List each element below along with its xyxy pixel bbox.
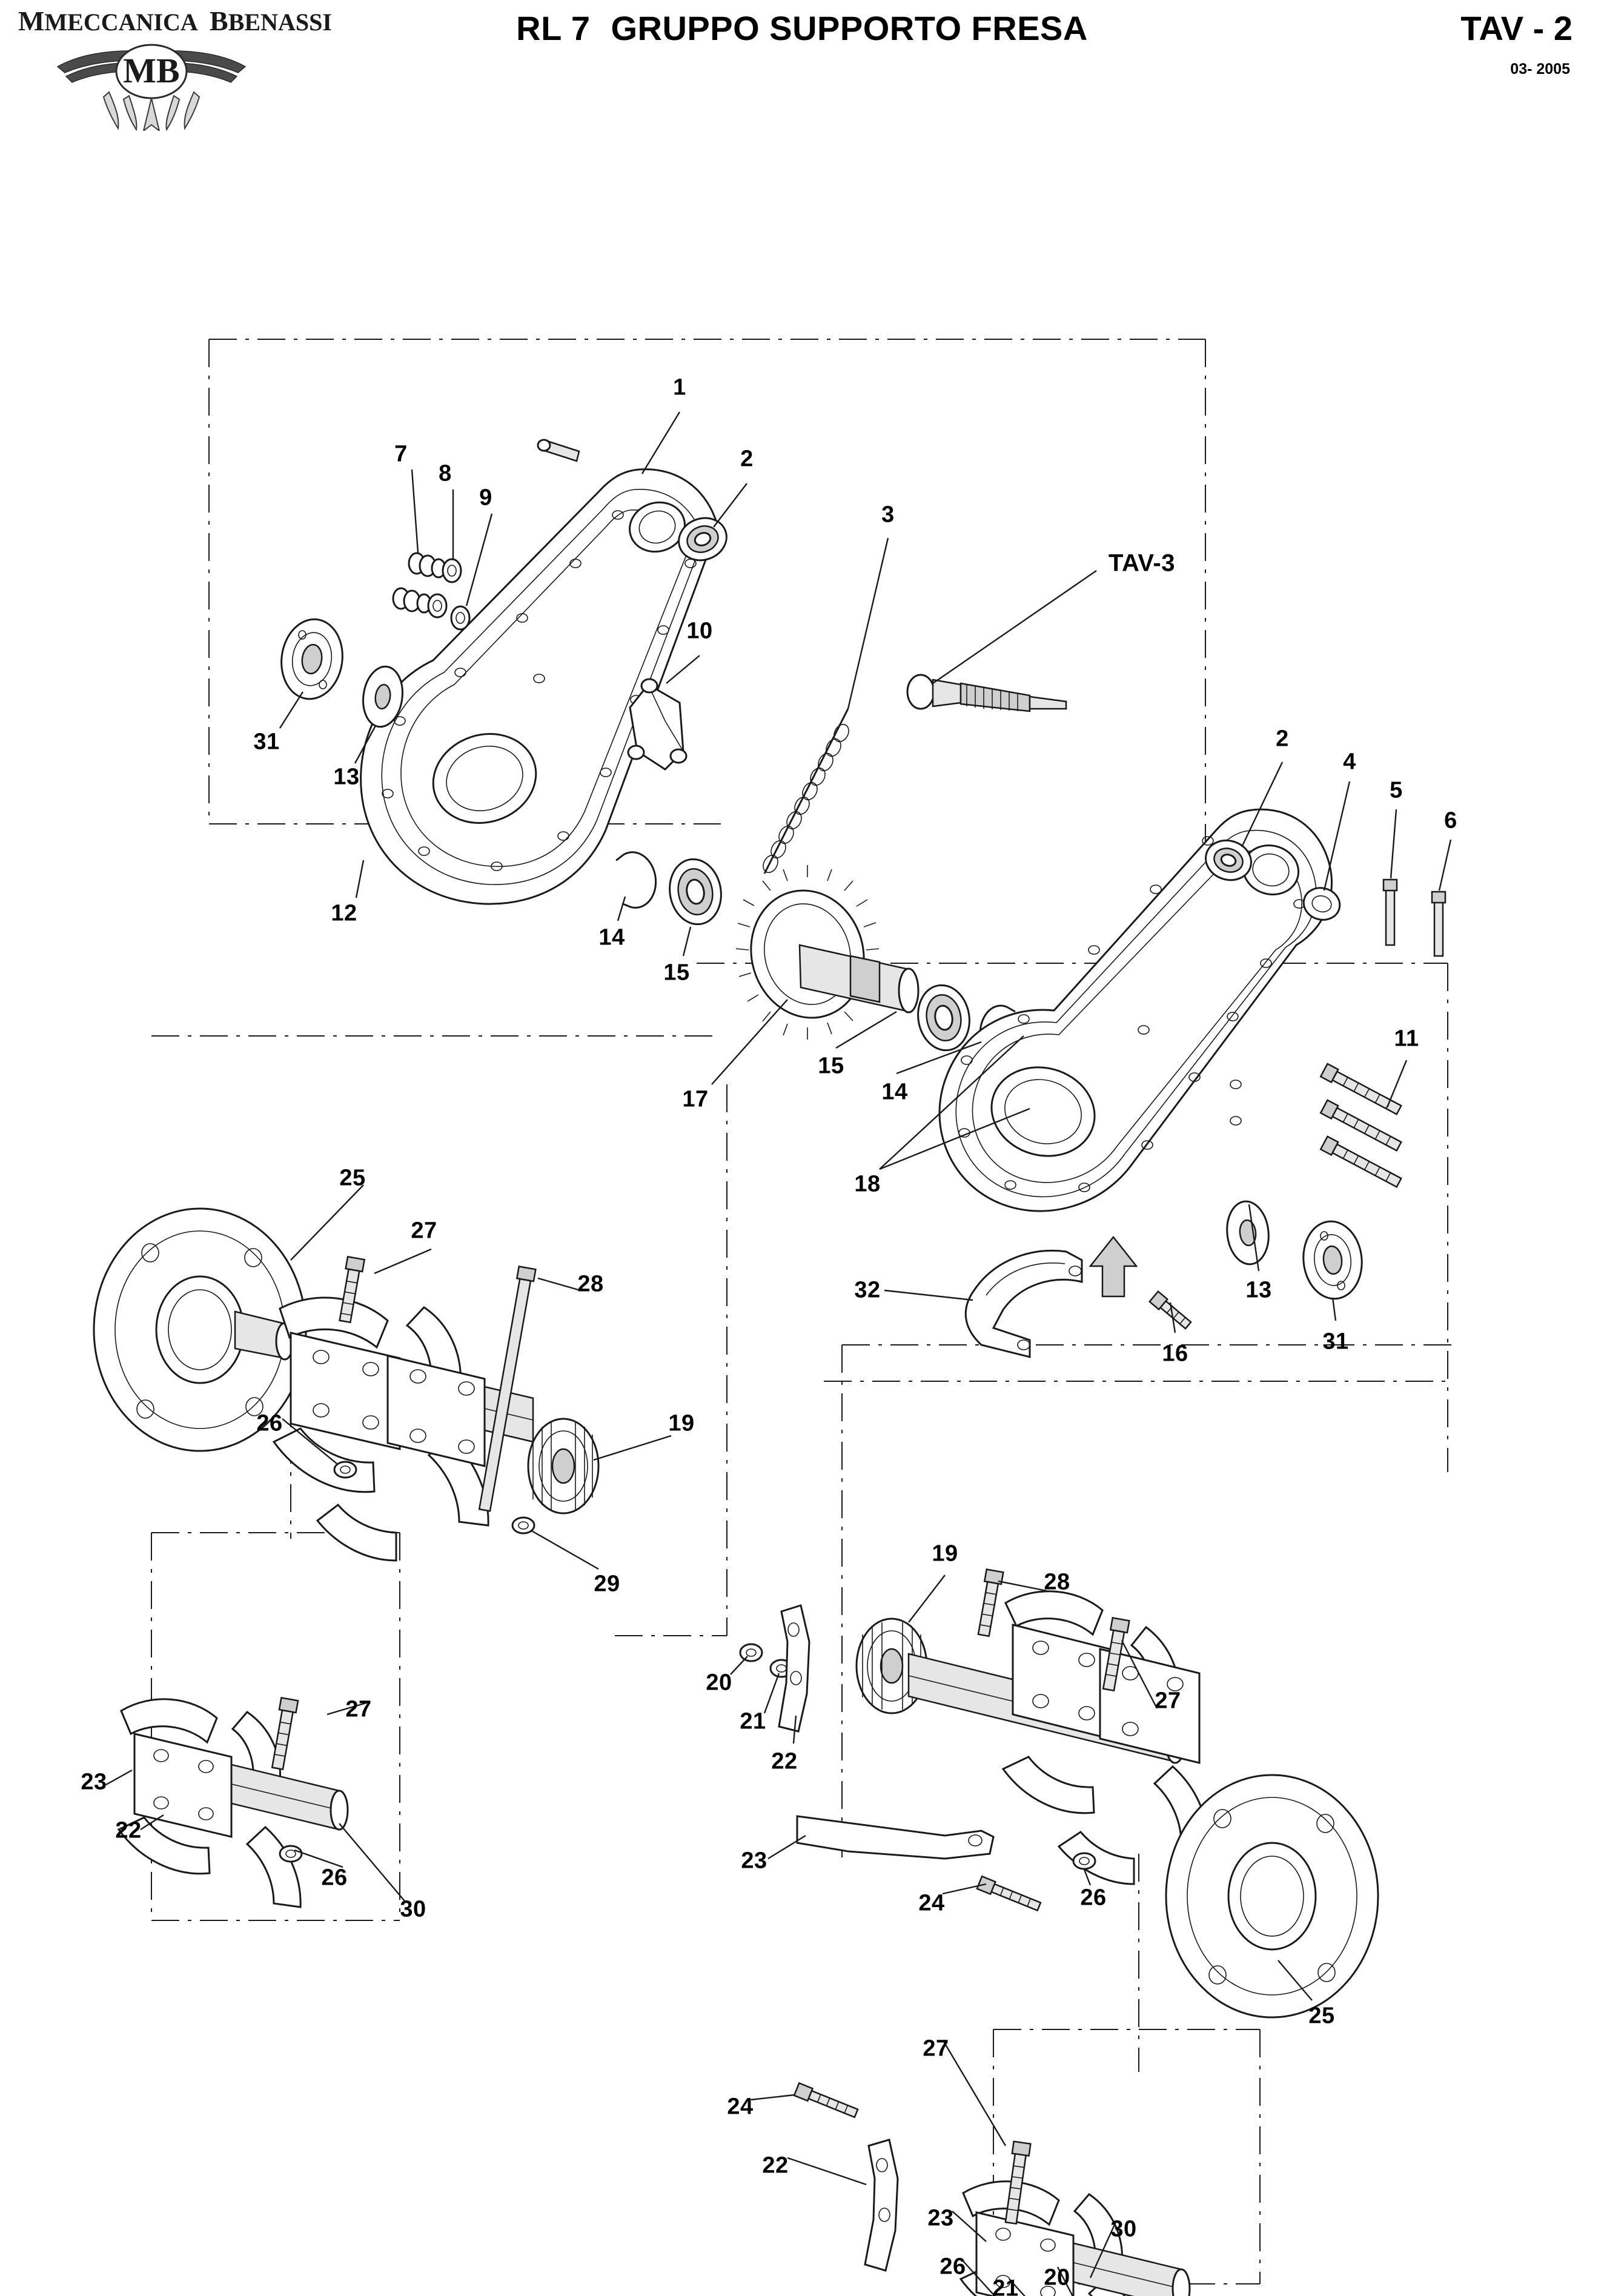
callout-4: 4 [1343,749,1356,775]
callout-23: 23 [741,1848,767,1874]
callout-26: 26 [940,2254,966,2280]
callout-2: 2 [740,446,754,472]
callout-tav-3: TAV-3 [1109,549,1175,577]
callout-22: 22 [771,1748,798,1774]
callout-10: 10 [686,618,713,644]
callout-19: 19 [668,1410,695,1436]
plate-date: 03- 2005 [1510,61,1570,78]
callout-26: 26 [256,1410,283,1436]
callout-24: 24 [727,2094,754,2120]
callout-13: 13 [333,764,360,790]
part-31-flange-left [276,615,347,703]
callout-20: 20 [706,1670,732,1696]
callout-26: 26 [1080,1885,1107,1911]
callout-18: 18 [854,1171,881,1197]
callout-30: 30 [400,1896,426,1922]
callout-22: 22 [115,1817,142,1843]
plate-number: TAV - 2 [1460,9,1573,47]
part-17-sprocket-shaft [736,865,918,1040]
callout-27: 27 [1155,1688,1181,1714]
callout-13: 13 [1245,1277,1272,1303]
part-14-15-left [615,849,726,928]
page-title [0,8,1604,48]
callout-29: 29 [594,1571,620,1597]
brand-wordmark: MMECCANICA BBENASSI [18,5,332,36]
bottom-rotor-assembly [794,2083,1190,2296]
callout-25: 25 [339,1165,366,1191]
page-header [0,0,1604,139]
part-25-hub-disc-right [1166,1775,1378,2017]
right-chaincase-assembly [940,809,1344,1211]
callout-5: 5 [1390,777,1403,803]
callout-21: 21 [740,1708,766,1734]
callout-25: 25 [1308,2003,1335,2029]
brand-initials-text: MB [123,51,180,90]
callout-19: 19 [932,1541,958,1567]
callout-11: 11 [1394,1026,1419,1052]
callout-8: 8 [439,460,452,486]
callout-23: 23 [927,2205,954,2231]
tav3-spline-shaft [907,675,1066,711]
brand-meccanica: MECCANICA [44,8,197,36]
callout-23: 23 [81,1769,107,1795]
callout-28: 28 [1044,1569,1070,1595]
callout-12: 12 [331,900,357,926]
callout-2: 2 [1276,726,1289,752]
callout-17: 17 [682,1086,709,1112]
callout-31: 31 [1322,1329,1349,1355]
callout-15: 15 [663,960,690,986]
callout-14: 14 [881,1079,908,1105]
callout-27: 27 [345,1696,372,1722]
callout-22: 22 [762,2152,789,2178]
callout-7: 7 [394,441,408,467]
callout-20: 20 [1044,2264,1070,2291]
callout-30: 30 [1110,2216,1137,2242]
callout-27: 27 [411,1218,437,1244]
callout-32: 32 [854,1277,881,1303]
exploded-parts-drawing [0,139,1604,2296]
title-text: GRUPPO SUPPORTO FRESA [611,9,1088,47]
left-tiller-rotor-assembly [274,1256,598,1561]
model-name: RL 7 [516,9,591,47]
callout-28: 28 [577,1271,604,1297]
callout-6: 6 [1444,808,1457,834]
lower-left-rotor-assembly [119,1697,348,1907]
callout-27: 27 [923,2036,949,2062]
callout-1: 1 [673,374,686,400]
callout-26: 26 [321,1865,348,1891]
part-3-chain [760,709,852,875]
callout-15: 15 [818,1053,844,1079]
part-32-guard [966,1237,1136,1357]
callout-24: 24 [918,1890,945,1916]
brand-benassi: BENASSI [228,8,332,36]
callout-9: 9 [479,485,492,511]
callout-31: 31 [253,729,280,755]
callout-16: 16 [1162,1341,1188,1367]
hardware-stack-7-8-9 [393,553,469,629]
center-right-rotor-assembly [797,1569,1208,1913]
mb-emblem-icon [51,34,251,131]
callout-21: 21 [992,2275,1019,2296]
callout-3: 3 [881,502,895,528]
callout-14: 14 [598,924,625,951]
